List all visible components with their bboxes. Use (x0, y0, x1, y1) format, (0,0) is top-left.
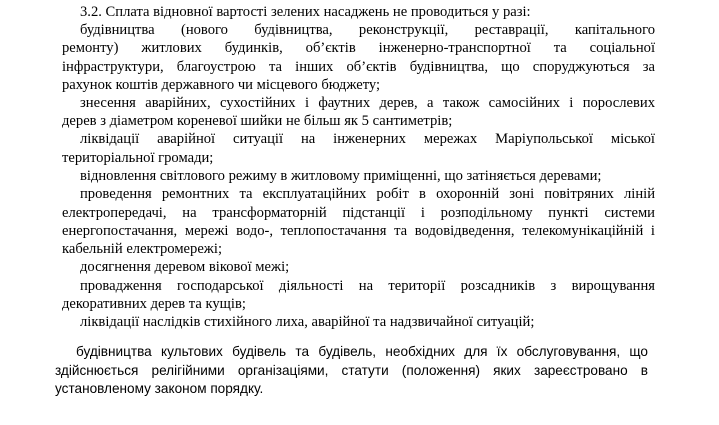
text-line: досягнення деревом вікової межі; (80, 259, 290, 275)
text-line: установленому законом порядку. (55, 381, 264, 396)
text-line: ліквідації аварійної ситуації на інженерних мережах Маріупольської міської (80, 131, 655, 147)
heading-line-3-2: 3.2. Сплата відновної вартості зелених насаджень не проводиться у разі: (80, 4, 531, 20)
text-line: рахунок коштів державного чи місцевого бюджету; (62, 77, 381, 93)
text-line: електропередачі, на трансформаторній підстанції і розподільному пункті системи (62, 205, 655, 221)
text-line: ремонту) житлових будинків, об’єктів інженерно-транспортної та соціальної (62, 40, 655, 56)
text-line: територіальної громади; (62, 150, 214, 166)
text-line: кабельній електромережі; (62, 241, 223, 257)
text-line: здійснюється релігійними організаціями, статути (положення) яких зареєстровано в (55, 363, 648, 378)
text-line: відновлення світлового режиму в житловому приміщенні, що затіняється деревами; (80, 168, 602, 184)
text-line: будівництва (нового будівництва, реконструкції, реставрації, капітального (80, 22, 655, 38)
text-line: декоративних дерев та кущів; (62, 296, 246, 312)
text-line: будівництва культових будівель та будівель, необхідних для їх обслуговування, що (76, 344, 648, 359)
text-line: енергопостачання, мережі водо-, теплопостачання та водовідведення, телекомунікаційній і (62, 223, 655, 239)
text-line: знесення аварійних, сухостійних і фаутних дерев, а також самосійних і порослевих (80, 95, 655, 111)
text-line: ліквідації наслідків стихійного лиха, аварійної та надзвичайної ситуацій; (80, 314, 535, 330)
text-line: дерев з діаметром кореневої шийки не більш як 5 сантиметрів; (62, 113, 453, 129)
text-line: інфраструктури, благоустрою та інших об’єктів будівництва, що споруджуються за (62, 59, 655, 75)
text-line: провадження господарської діяльності на території розсадників з вирощування (80, 278, 655, 294)
text-line: проведення ремонтних та експлуатаційних робіт в охоронній зоні повітряних ліній (80, 186, 655, 202)
